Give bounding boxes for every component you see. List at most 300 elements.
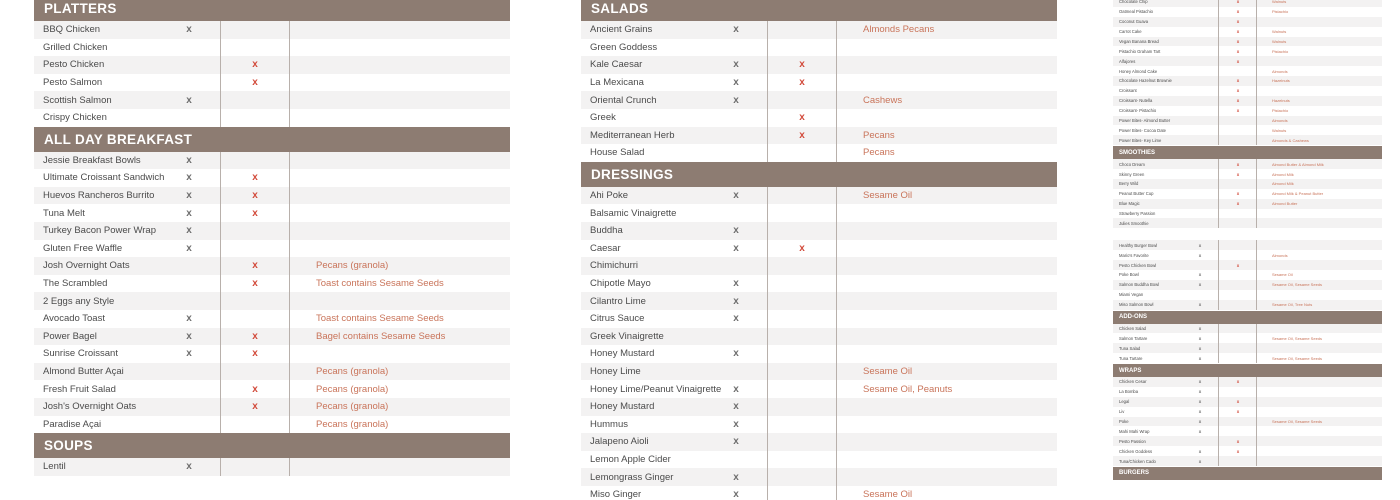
allergen-mark-col1: x bbox=[733, 77, 739, 89]
item-name: Chicken Cesar bbox=[1119, 379, 1147, 385]
item-name: Ahi Poke bbox=[590, 190, 629, 202]
item-name: Green Goddess bbox=[590, 41, 658, 53]
allergen-mark-col1 bbox=[1197, 179, 1203, 189]
allergen-mark-col2 bbox=[1235, 218, 1241, 228]
allergen-mark-col1: x bbox=[733, 418, 739, 430]
table-row bbox=[1113, 106, 1382, 116]
allergen-mark-col2: x bbox=[1236, 29, 1240, 35]
table-row bbox=[581, 144, 1057, 162]
table-row bbox=[1113, 76, 1382, 86]
item-name: Oatmeal Pistachio bbox=[1119, 9, 1153, 15]
allergen-mark-col2 bbox=[1235, 333, 1241, 343]
allergen-mark-col1: x bbox=[186, 154, 192, 166]
allergen-mark-col1: x bbox=[1198, 242, 1202, 248]
item-name: Chimichurri bbox=[590, 260, 639, 272]
section-header-all-day-breakfast bbox=[34, 127, 510, 152]
item-name: Paradise Açai bbox=[43, 418, 102, 430]
section-title: SMOOTHIES bbox=[1119, 149, 1156, 156]
allergen-note: Sesame Oil bbox=[1272, 272, 1293, 278]
allergen-note: Hazelnuts bbox=[1272, 78, 1290, 84]
table-row bbox=[581, 468, 1057, 486]
allergen-mark-col1: x bbox=[186, 461, 192, 473]
allergen-mark-col1: x bbox=[186, 190, 192, 202]
item-name: 2 Eggs any Style bbox=[43, 295, 115, 307]
allergen-mark-col2: x bbox=[1236, 19, 1240, 25]
item-name: Chipotle Mayo bbox=[590, 278, 651, 290]
table-row bbox=[34, 275, 510, 293]
allergen-mark-col1: x bbox=[1198, 355, 1202, 361]
allergen-mark-col2 bbox=[797, 187, 807, 205]
item-name: Power Bagel bbox=[43, 330, 97, 342]
table-row bbox=[581, 204, 1057, 222]
allergen-note: Pecans (granola) bbox=[316, 401, 389, 413]
table-row bbox=[1113, 397, 1382, 407]
allergen-mark-col2 bbox=[797, 204, 807, 222]
table-row bbox=[581, 257, 1057, 275]
allergen-mark-col2 bbox=[797, 21, 807, 39]
allergen-mark-col1 bbox=[1197, 7, 1203, 17]
allergen-mark-col1: x bbox=[1198, 428, 1202, 434]
allergen-mark-col2 bbox=[797, 257, 807, 275]
item-name: Mario's Favorite bbox=[1119, 252, 1149, 258]
table-row bbox=[1113, 436, 1382, 446]
allergen-mark-col1: x bbox=[733, 383, 739, 395]
allergen-mark-col2 bbox=[797, 398, 807, 416]
allergen-mark-col1: x bbox=[1198, 252, 1202, 258]
allergen-note: Walnuts bbox=[1272, 29, 1287, 35]
item-name: Fresh Fruit Salad bbox=[43, 383, 116, 395]
allergen-mark-col1 bbox=[1197, 135, 1203, 145]
allergen-mark-col2 bbox=[250, 363, 260, 381]
allergen-mark-col2 bbox=[797, 363, 807, 381]
allergen-mark-col2 bbox=[797, 275, 807, 293]
table-row bbox=[34, 416, 510, 434]
item-name: Miso Ginger bbox=[590, 489, 642, 500]
allergen-mark-col2 bbox=[250, 240, 260, 258]
allergen-mark-col2 bbox=[1235, 456, 1241, 466]
allergen-note: Walnuts bbox=[1272, 38, 1287, 44]
allergen-note: Almond Milk & Peanut Butter bbox=[1272, 191, 1324, 197]
allergen-mark-col2 bbox=[1235, 280, 1241, 290]
item-name: Power Bites- Almond Butter bbox=[1119, 117, 1171, 123]
table-row bbox=[1113, 66, 1382, 76]
allergen-note: Sesame Oil, Tree Nuts bbox=[1272, 302, 1313, 308]
item-name: Avocado Toast bbox=[43, 313, 105, 325]
table-row bbox=[34, 152, 510, 170]
table-row bbox=[1113, 250, 1382, 260]
table-row bbox=[1113, 240, 1382, 250]
allergen-mark-col2 bbox=[250, 310, 260, 328]
section-title: ADD-ONS bbox=[1119, 314, 1147, 321]
allergen-mark-col1 bbox=[184, 275, 194, 293]
column-divider bbox=[836, 187, 837, 500]
allergen-mark-col1: x bbox=[733, 401, 739, 413]
allergen-mark-col2: x bbox=[1236, 0, 1240, 5]
allergen-mark-col2 bbox=[250, 21, 260, 39]
column-divider bbox=[836, 21, 837, 162]
table-row bbox=[1113, 0, 1382, 7]
allergen-mark-col1 bbox=[184, 56, 194, 74]
table-row bbox=[1113, 218, 1382, 228]
allergen-mark-col1: x bbox=[1198, 389, 1202, 395]
item-name: Chicken Salad bbox=[1119, 325, 1147, 331]
table-row bbox=[34, 169, 510, 187]
allergen-mark-col2 bbox=[250, 152, 260, 170]
item-name: Huevos Rancheros Burrito bbox=[43, 190, 155, 202]
item-name: Tuna Salad bbox=[1119, 345, 1141, 351]
table-row bbox=[1113, 387, 1382, 397]
allergen-mark-col1 bbox=[731, 257, 741, 275]
table-row bbox=[1113, 209, 1382, 219]
allergen-mark-col2 bbox=[1235, 426, 1241, 436]
item-name: Salmon Buddha Bowl bbox=[1119, 282, 1160, 288]
item-name: Power Bites- Cocoa Date bbox=[1119, 127, 1167, 133]
allergen-mark-col1: x bbox=[186, 330, 192, 342]
table-row bbox=[581, 74, 1057, 92]
allergen-mark-col2: x bbox=[1236, 191, 1240, 197]
allergen-mark-col2 bbox=[1235, 209, 1241, 219]
table-row bbox=[1113, 377, 1382, 387]
allergen-mark-col1: x bbox=[733, 313, 739, 325]
allergen-mark-col2: x bbox=[1236, 78, 1240, 84]
item-name: Miso Salmon Bowl bbox=[1119, 302, 1154, 308]
item-name: Ultimate Croissant Sandwich bbox=[43, 172, 165, 184]
item-name: Choco Dream bbox=[1119, 161, 1145, 167]
item-name: Buddha bbox=[590, 225, 623, 237]
table-row bbox=[1113, 260, 1382, 270]
table-row bbox=[1113, 300, 1382, 310]
column-divider bbox=[767, 21, 768, 162]
allergen-mark-col1 bbox=[1197, 218, 1203, 228]
table-row bbox=[1113, 343, 1382, 353]
allergen-mark-col1 bbox=[1197, 96, 1203, 106]
allergen-note: Pistachio bbox=[1272, 108, 1289, 114]
table-row bbox=[34, 398, 510, 416]
allergen-note: Pecans (granola) bbox=[316, 260, 389, 272]
allergen-mark-col2: x bbox=[1236, 88, 1240, 94]
allergen-mark-col1 bbox=[1197, 37, 1203, 47]
allergen-mark-col2 bbox=[250, 416, 260, 434]
item-name: Lentil bbox=[43, 461, 66, 473]
allergen-note: Almond Butter bbox=[1272, 201, 1298, 207]
item-name: Tuna/Chicken Cado bbox=[1119, 458, 1156, 464]
item-name: Legal bbox=[1119, 399, 1130, 405]
allergen-note: Sesame Oil, Sesame Seeds bbox=[1272, 418, 1323, 424]
allergen-mark-col2 bbox=[1235, 387, 1241, 397]
allergen-mark-col2: x bbox=[799, 242, 805, 254]
allergen-mark-col1 bbox=[731, 39, 741, 57]
column-divider bbox=[767, 187, 768, 500]
section-header-salads bbox=[581, 0, 1057, 21]
table-row bbox=[581, 91, 1057, 109]
allergen-mark-col1: x bbox=[733, 59, 739, 71]
allergen-mark-col2 bbox=[797, 222, 807, 240]
item-name: La Mexicana bbox=[590, 77, 644, 89]
allergen-mark-col2: x bbox=[799, 59, 805, 71]
table-row bbox=[581, 433, 1057, 451]
allergen-mark-col2 bbox=[797, 345, 807, 363]
allergen-mark-col1 bbox=[1197, 56, 1203, 66]
column-divider bbox=[220, 458, 221, 476]
item-name: Strawberry Passion bbox=[1119, 211, 1156, 217]
allergen-mark-col1 bbox=[731, 451, 741, 469]
item-name: Healthy Burger Bowl bbox=[1119, 242, 1158, 248]
allergen-note: Toast contains Sesame Seeds bbox=[316, 313, 444, 325]
allergen-mark-col1 bbox=[1197, 76, 1203, 86]
table-row bbox=[1113, 407, 1382, 417]
allergen-mark-col2 bbox=[1235, 116, 1241, 126]
allergen-mark-col1 bbox=[731, 109, 741, 127]
table-row bbox=[581, 292, 1057, 310]
item-name: Blue Magic bbox=[1119, 201, 1140, 207]
allergen-mark-col2: x bbox=[799, 112, 805, 124]
allergen-mark-col1 bbox=[184, 257, 194, 275]
item-name: Coconut Guava bbox=[1119, 19, 1149, 25]
allergen-mark-col2 bbox=[250, 91, 260, 109]
allergen-note: Sesame Oil, Sesame Seeds bbox=[1272, 355, 1323, 361]
allergen-mark-col2 bbox=[797, 292, 807, 310]
item-name: Honey Mustard bbox=[590, 348, 655, 360]
allergen-mark-col2: x bbox=[1236, 108, 1240, 114]
table-row bbox=[34, 187, 510, 205]
allergen-mark-col2: x bbox=[252, 383, 258, 395]
allergen-mark-col2: x bbox=[252, 278, 258, 290]
table-row bbox=[1113, 324, 1382, 334]
item-name: Oriental Crunch bbox=[590, 94, 657, 106]
table-row bbox=[581, 240, 1057, 258]
item-name: Grilled Chicken bbox=[43, 41, 108, 53]
column-divider bbox=[1218, 377, 1219, 466]
allergen-mark-col1 bbox=[184, 74, 194, 92]
allergen-note: Pecans (granola) bbox=[316, 418, 389, 430]
allergen-mark-col2 bbox=[797, 451, 807, 469]
item-name: Pistachio Graham Tart bbox=[1119, 48, 1161, 54]
table-row bbox=[1113, 56, 1382, 66]
column-divider bbox=[1256, 324, 1257, 364]
allergen-mark-col2: x bbox=[1236, 409, 1240, 415]
table-row bbox=[1113, 199, 1382, 209]
allergen-mark-col1: x bbox=[1198, 379, 1202, 385]
table-row bbox=[581, 275, 1057, 293]
allergen-mark-col1: x bbox=[733, 489, 739, 500]
allergen-mark-col2: x bbox=[252, 260, 258, 272]
table-row bbox=[34, 222, 510, 240]
column-divider bbox=[289, 21, 290, 127]
column-divider bbox=[1256, 159, 1257, 228]
allergen-note: Pecans bbox=[863, 129, 895, 141]
allergen-mark-col1: x bbox=[186, 172, 192, 184]
allergen-mark-col2 bbox=[797, 416, 807, 434]
column-divider bbox=[1218, 0, 1219, 145]
item-name: Skinny Green bbox=[1119, 171, 1145, 177]
allergen-mark-col2 bbox=[797, 328, 807, 346]
table-row bbox=[34, 204, 510, 222]
allergen-mark-col1 bbox=[1197, 0, 1203, 7]
allergen-note: Sesame Oil bbox=[863, 366, 913, 378]
item-name: La Bomba bbox=[1119, 389, 1139, 395]
allergen-note: Walnuts bbox=[1272, 127, 1287, 133]
item-name: Honey Lime bbox=[590, 366, 641, 378]
allergen-mark-col2: x bbox=[1236, 58, 1240, 64]
allergen-mark-col1: x bbox=[1198, 418, 1202, 424]
allergen-mark-col2: x bbox=[799, 77, 805, 89]
allergen-mark-col1 bbox=[1197, 169, 1203, 179]
allergen-mark-col2: x bbox=[252, 172, 258, 184]
allergen-table-left bbox=[34, 0, 510, 500]
allergen-mark-col2: x bbox=[1236, 438, 1240, 444]
item-name: Tuna Melt bbox=[43, 207, 85, 219]
item-name: Lemon Apple Cider bbox=[590, 454, 671, 466]
allergen-note: Almond Milk bbox=[1272, 171, 1294, 177]
section-header-burgers bbox=[1113, 467, 1382, 480]
allergen-mark-col1 bbox=[1197, 106, 1203, 116]
item-name: Poke bbox=[1119, 418, 1129, 424]
allergen-mark-col1 bbox=[1197, 436, 1203, 446]
item-name: Liv bbox=[1119, 409, 1125, 415]
allergen-mark-col2: x bbox=[799, 129, 805, 141]
allergen-mark-col1 bbox=[1197, 46, 1203, 56]
table-row bbox=[1113, 189, 1382, 199]
table-row bbox=[1113, 417, 1382, 427]
allergen-mark-col1: x bbox=[186, 348, 192, 360]
allergen-mark-col1 bbox=[184, 416, 194, 434]
item-name: Josh's Overnight Oats bbox=[43, 401, 137, 413]
item-name: Honey Almond Cake bbox=[1119, 68, 1158, 74]
item-name: Mahi Mahi Wrap bbox=[1119, 428, 1150, 434]
item-name: Jessie Breakfast Bowls bbox=[43, 154, 141, 166]
table-row bbox=[1113, 116, 1382, 126]
item-name: Kale Caesar bbox=[590, 59, 643, 71]
item-name: Crispy Chicken bbox=[43, 112, 107, 124]
column-divider bbox=[1218, 159, 1219, 228]
section-title: ALL DAY BREAKFAST bbox=[44, 131, 193, 147]
allergen-mark-col1 bbox=[731, 144, 741, 162]
allergen-mark-col2 bbox=[250, 458, 260, 476]
item-name: Alfajores bbox=[1119, 58, 1136, 64]
table-row bbox=[34, 56, 510, 74]
table-row bbox=[1113, 290, 1382, 300]
allergen-mark-col2 bbox=[250, 222, 260, 240]
table-row bbox=[581, 486, 1057, 500]
item-name: The Scrambled bbox=[43, 278, 108, 290]
item-name: Julies Smoothie bbox=[1119, 220, 1149, 226]
allergen-mark-col2: x bbox=[1236, 379, 1240, 385]
item-name: Power Bites- Key Lime bbox=[1119, 137, 1162, 143]
allergen-mark-col2 bbox=[1235, 270, 1241, 280]
table-row bbox=[581, 451, 1057, 469]
allergen-mark-col1: x bbox=[733, 278, 739, 290]
allergen-mark-col1 bbox=[1197, 199, 1203, 209]
table-row bbox=[1113, 446, 1382, 456]
table-row bbox=[34, 345, 510, 363]
allergen-mark-col1: x bbox=[1198, 325, 1202, 331]
column-divider bbox=[220, 152, 221, 434]
table-row bbox=[1113, 353, 1382, 363]
allergen-mark-col2: x bbox=[1236, 448, 1240, 454]
allergen-mark-col2 bbox=[797, 486, 807, 500]
allergen-mark-col1: x bbox=[186, 24, 192, 36]
item-name: Vegan Banana Bread bbox=[1119, 38, 1159, 44]
allergen-note: Almond Butter & Almond Milk bbox=[1272, 161, 1324, 167]
allergen-mark-col2 bbox=[1235, 417, 1241, 427]
allergen-note: Sesame Oil bbox=[863, 489, 913, 500]
table-row bbox=[1113, 46, 1382, 56]
section-title: SOUPS bbox=[44, 438, 93, 454]
allergen-mark-col1: x bbox=[186, 225, 192, 237]
allergen-note: Almonds bbox=[1272, 68, 1288, 74]
allergen-mark-col2: x bbox=[252, 77, 258, 89]
allergen-mark-col1 bbox=[1197, 260, 1203, 270]
allergen-mark-col2 bbox=[250, 109, 260, 127]
allergen-note: Almond Milk bbox=[1272, 181, 1294, 187]
allergen-note: Almonds & Cashews bbox=[1272, 137, 1309, 143]
item-name: Poke Bowl bbox=[1119, 272, 1139, 278]
allergen-table-middle bbox=[581, 0, 1057, 500]
item-name: Turkey Bacon Power Wrap bbox=[43, 225, 156, 237]
allergen-mark-col1 bbox=[1197, 290, 1203, 300]
allergen-mark-col1: x bbox=[1198, 409, 1202, 415]
item-name: Gluten Free Waffle bbox=[43, 242, 123, 254]
allergen-mark-col1: x bbox=[186, 313, 192, 325]
item-name: Mediterranean Herb bbox=[590, 129, 675, 141]
item-name: Citrus Sauce bbox=[590, 313, 645, 325]
column-divider bbox=[289, 152, 290, 434]
table-row bbox=[581, 363, 1057, 381]
table-row bbox=[34, 458, 510, 476]
item-name: Chocolate Chip bbox=[1119, 0, 1148, 5]
allergen-note: Pecans (granola) bbox=[316, 383, 389, 395]
allergen-mark-col2: x bbox=[1236, 98, 1240, 104]
table-row bbox=[1113, 179, 1382, 189]
allergen-mark-col1: x bbox=[733, 190, 739, 202]
table-row bbox=[1113, 280, 1382, 290]
section-title: SALADS bbox=[591, 1, 649, 16]
table-row bbox=[1113, 333, 1382, 343]
allergen-mark-col2 bbox=[1235, 179, 1241, 189]
column-divider bbox=[289, 458, 290, 476]
table-row bbox=[581, 39, 1057, 57]
column-divider bbox=[1218, 240, 1219, 309]
item-name: Salmon Tartare bbox=[1119, 335, 1148, 341]
item-name: Honey Mustard bbox=[590, 401, 655, 413]
item-name: Honey Lime/Peanut Vinaigrette bbox=[590, 383, 722, 395]
table-row bbox=[34, 74, 510, 92]
allergen-mark-col1 bbox=[1197, 159, 1203, 169]
allergen-mark-col1 bbox=[1197, 27, 1203, 37]
table-row bbox=[1113, 456, 1382, 466]
allergen-mark-col1: x bbox=[733, 436, 739, 448]
table-row bbox=[581, 345, 1057, 363]
table-row bbox=[34, 328, 510, 346]
allergen-note: Walnuts bbox=[1272, 0, 1287, 5]
allergen-note: Almonds bbox=[1272, 252, 1288, 258]
allergen-mark-col2: x bbox=[252, 401, 258, 413]
allergen-mark-col1 bbox=[1197, 209, 1203, 219]
allergen-mark-col1 bbox=[1197, 17, 1203, 27]
table-row bbox=[34, 257, 510, 275]
allergen-mark-col2 bbox=[797, 380, 807, 398]
allergen-mark-col2: x bbox=[1236, 399, 1240, 405]
table-row bbox=[1113, 37, 1382, 47]
allergen-mark-col1 bbox=[184, 363, 194, 381]
allergen-mark-col1 bbox=[1197, 189, 1203, 199]
allergen-mark-col1 bbox=[1197, 86, 1203, 96]
item-name: Josh Overnight Oats bbox=[43, 260, 130, 272]
column-divider bbox=[1218, 324, 1219, 364]
item-name: BBQ Chicken bbox=[43, 24, 101, 36]
allergen-mark-col2: x bbox=[1236, 38, 1240, 44]
allergen-mark-col2 bbox=[1235, 125, 1241, 135]
